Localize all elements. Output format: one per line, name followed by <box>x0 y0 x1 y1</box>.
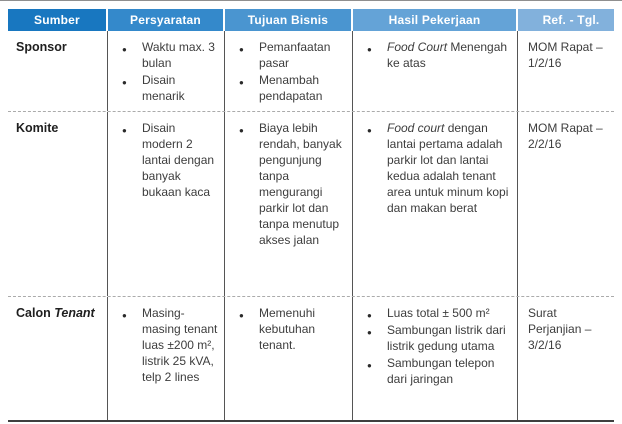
cell-ref-tgl: MOM Rapat – 1/2/16 <box>528 40 603 70</box>
row-label <box>16 40 67 54</box>
bullet-icon: ● <box>367 311 372 320</box>
header-cell-ref-tgl: Ref. - Tgl. <box>518 9 614 31</box>
cell-tujuan-bisnis <box>225 31 353 111</box>
list-item <box>365 120 511 216</box>
requirements-table <box>8 9 614 422</box>
text-segment: Biaya lebih rendah, banyak pengunjung tanpa mengurangi parkir lot dan tanpa menutup akses jalan <box>259 121 342 247</box>
table-row <box>8 31 614 112</box>
text-segment: Food Court <box>387 40 448 54</box>
cell-persyaratan <box>108 112 225 296</box>
bullet-icon: ● <box>122 78 127 87</box>
list-item <box>120 120 218 200</box>
bullet-icon: ● <box>367 126 372 135</box>
list-item <box>120 72 218 104</box>
table-row <box>8 112 614 297</box>
bullet-icon: ● <box>239 78 244 87</box>
list-item <box>365 322 511 354</box>
text-segment: Memenuhi kebutuhan tenant. <box>259 306 316 352</box>
header-cell-sumber: Sumber <box>8 9 108 31</box>
cell-tujuan-bisnis <box>225 112 353 296</box>
cell-hasil-pekerjaan <box>353 297 518 420</box>
cell-persyaratan <box>108 297 225 420</box>
text-segment: dengan lantai pertama adalah parkir lot dan lantai kedua adalah tenant area untuk minum kopi dan makan berat <box>387 121 509 215</box>
cell-hasil-pekerjaan <box>353 31 518 111</box>
header-cell-tujuan-bisnis: Tujuan Bisnis <box>225 9 353 31</box>
row-label <box>16 121 58 135</box>
text-segment: Tenant <box>54 306 95 320</box>
cell-hasil-pekerjaan <box>353 112 518 296</box>
table-body <box>8 31 614 422</box>
text-segment: Sponsor <box>16 40 67 54</box>
list-item <box>237 39 346 71</box>
list-item <box>365 39 511 71</box>
top-rule <box>0 0 622 1</box>
text-segment: Calon <box>16 306 55 320</box>
text-segment: Luas total ± 500 m² <box>387 306 490 320</box>
cell-source <box>8 112 108 296</box>
text-segment: Disain modern 2 lantai dengan banyak bukaan kaca <box>142 121 215 199</box>
text-segment: Masing-masing tenant luas ±200 m², listrik 25 kVA, telp 2 lines <box>142 306 218 384</box>
bullet-icon: ● <box>122 126 127 135</box>
list-item <box>365 355 511 387</box>
list-item <box>237 305 346 353</box>
cell-ref-tgl: MOM Rapat – 2/2/16 <box>528 121 603 151</box>
text-segment: Sambungan telepon dari jaringan <box>387 356 495 386</box>
cell-persyaratan <box>108 31 225 111</box>
bullet-icon: ● <box>367 45 372 54</box>
bullet-icon: ● <box>367 361 372 370</box>
header-cell-persyaratan: Persyaratan <box>108 9 225 31</box>
bullet-icon: ● <box>239 126 244 135</box>
cell-tujuan-bisnis <box>225 297 353 420</box>
bullet-icon: ● <box>122 311 127 320</box>
text-segment: Food court <box>387 121 445 135</box>
row-label <box>16 306 95 320</box>
text-segment: Pemanfaatan pasar <box>259 40 331 70</box>
text-segment: Disain menarik <box>142 73 185 103</box>
list-item <box>365 305 511 321</box>
list-item <box>120 305 218 385</box>
list-item <box>120 39 218 71</box>
list-item <box>237 120 346 248</box>
text-segment: Sambungan listrik dari listrik gedung utama <box>387 323 506 353</box>
bullet-icon: ● <box>239 311 244 320</box>
table-header-row <box>8 9 614 31</box>
table-row <box>8 297 614 422</box>
header-cell-hasil-pekerjaan: Hasil Pekerjaan <box>353 9 518 31</box>
bullet-icon: ● <box>122 45 127 54</box>
text-segment: Waktu max. 3 bulan <box>142 40 215 70</box>
cell-source <box>8 31 108 111</box>
cell-source <box>8 297 108 420</box>
list-item <box>237 72 346 104</box>
text-segment: Menambah pendapatan <box>259 73 323 103</box>
bullet-icon: ● <box>367 328 372 337</box>
bullet-icon: ● <box>239 45 244 54</box>
text-segment: Menengah ke atas <box>387 40 508 70</box>
cell-ref-tgl: Surat Perjanjian – 3/2/16 <box>528 306 592 352</box>
text-segment: Komite <box>16 121 59 135</box>
